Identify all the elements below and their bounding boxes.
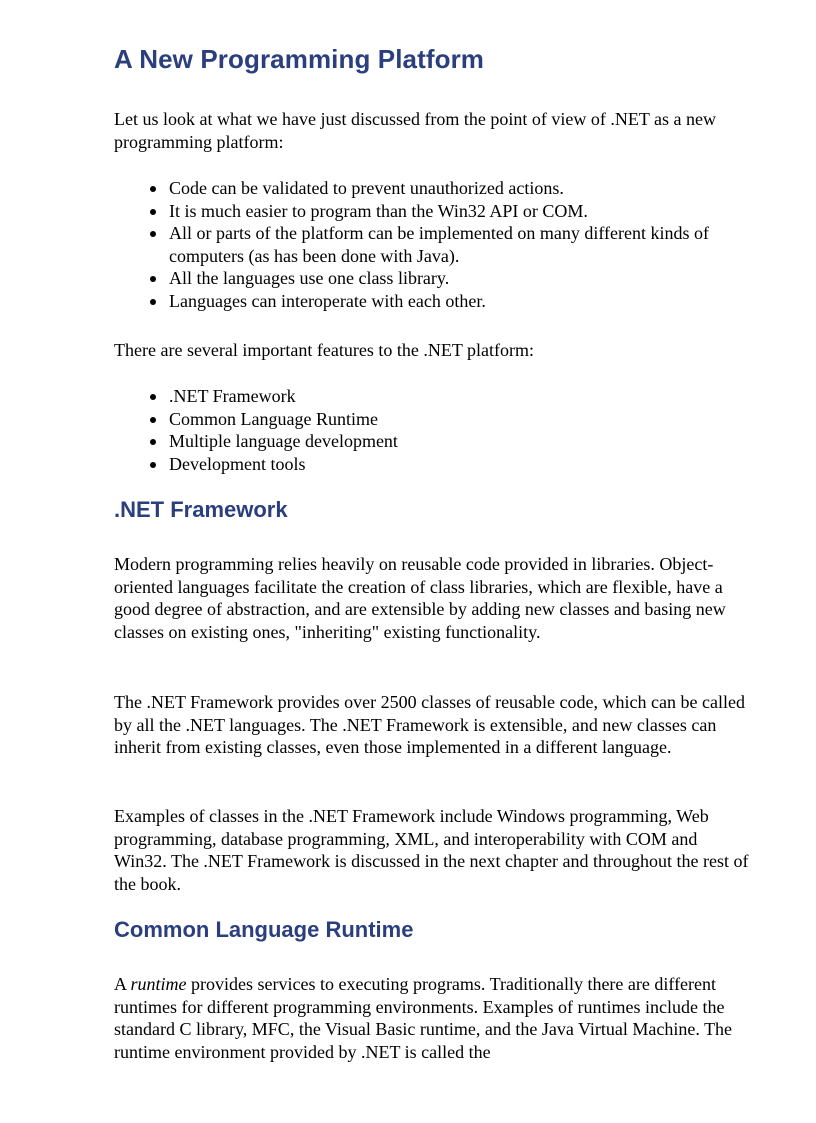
platform-points-list — [150, 177, 754, 312]
clr-heading: Common Language Runtime — [114, 917, 414, 942]
bullet-icon — [150, 209, 156, 215]
list-item-text: All or parts of the platform can be implemented on many different kinds of computers (as has been done with Java). — [169, 223, 710, 266]
list-item-text: All the languages use one class library. — [169, 268, 450, 288]
list-item-text: Common Language Runtime — [169, 408, 378, 429]
clr-paragraph — [114, 973, 754, 1063]
framework-paragraph-1: Modern programming relies heavily on reusable code provided in libraries. Object-oriented languages facilitate the creation of class libraries, which are flexible, have a good degree of abstraction, and are extensible by adding new classes and basing new classes on existing ones, "inheriting" existing functionality. — [114, 554, 726, 642]
framework-paragraph-2: The .NET Framework provides over 2500 classes of reusable code, which can be called by all the .NET languages. The .NET Framework is extensible, and new classes can inherit from existing classes, even those implemented in a different language. — [114, 692, 745, 757]
list-item-text: Development tools — [169, 453, 306, 474]
bullet-icon — [150, 417, 156, 423]
bullet-icon — [150, 299, 156, 305]
list-item — [150, 222, 754, 267]
framework-heading: .NET Framework — [114, 497, 288, 522]
runtime-term: runtime — [130, 974, 187, 994]
list-item-text: .NET Framework — [169, 386, 296, 406]
list-item — [150, 430, 754, 453]
list-item-text: Multiple language development — [169, 431, 398, 451]
list-item-text: It is much easier to program than the Win32 API or COM. — [169, 200, 588, 221]
framework-paragraph-3: Examples of classes in the .NET Framework include Windows programming, Web programming, database programming, XML, and interoperability with COM and Win32. The .NET Framework is discussed in the next chapter and throughout the rest of the book. — [114, 806, 749, 894]
features-intro-paragraph: There are several important features to the .NET platform: — [114, 340, 534, 360]
clr-body-text: provides services to executing programs. Traditionally there are different runtimes for different programming environments. Examples of runtimes include the standard C library, MFC, the Visual Basic runtime, and the Java Virtual Machine. The runtime environment provided by .NET is called the — [114, 974, 733, 1062]
bullet-icon — [150, 231, 156, 237]
list-item — [150, 200, 754, 223]
features-list — [150, 385, 754, 475]
bullet-icon — [150, 394, 156, 400]
list-item — [150, 267, 754, 290]
list-item — [150, 385, 754, 408]
list-item-text: Languages can interoperate with each other. — [169, 290, 486, 311]
bullet-icon — [150, 276, 156, 282]
bullet-icon — [150, 186, 156, 192]
list-item — [150, 290, 754, 313]
bullet-icon — [150, 462, 156, 468]
list-item — [150, 453, 754, 476]
clr-lead-word: A — [114, 974, 131, 994]
list-item — [150, 177, 754, 200]
list-item-text: Code can be validated to prevent unauthorized actions. — [169, 178, 564, 198]
list-item — [150, 408, 754, 431]
page-title: A New Programming Platform — [114, 44, 485, 74]
intro-paragraph: Let us look at what we have just discussed from the point of view of .NET as a new programming platform: — [114, 109, 717, 152]
bullet-icon — [150, 439, 156, 445]
